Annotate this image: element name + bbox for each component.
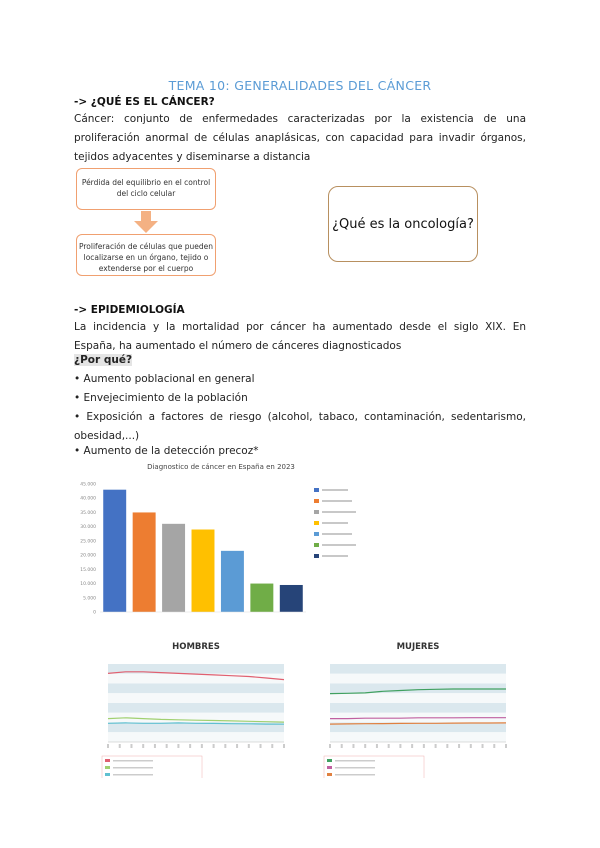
x-tick <box>142 744 144 748</box>
x-tick <box>154 744 156 748</box>
legend-label-placeholder <box>322 522 348 524</box>
grid-band <box>330 703 506 713</box>
legend-swatch <box>314 554 319 558</box>
bar <box>280 585 303 612</box>
legend-swatch <box>314 488 319 492</box>
bar-chart-ytick: 5.000 <box>83 596 96 602</box>
bullet-item: • Aumento poblacional en general <box>74 373 255 385</box>
legend-swatch <box>105 766 110 769</box>
x-tick <box>364 744 366 748</box>
x-tick <box>352 744 354 748</box>
x-tick <box>248 744 250 748</box>
x-tick <box>423 744 425 748</box>
epidemiology-intro: La incidencia y la mortalidad por cáncer ha aumentado desde el siglo XIX. En España, ha aumentado el número de cánceres diagnosticados <box>74 321 526 352</box>
grid-band <box>330 684 506 694</box>
bar-chart-ytick: 0 <box>93 610 96 616</box>
oncology-bubble <box>328 186 478 262</box>
x-tick <box>177 744 179 748</box>
legend-label-placeholder <box>322 533 352 535</box>
grid-band <box>108 674 284 684</box>
bar-chart-ytick: 45.000 <box>80 482 96 488</box>
bar-chart-title: Diagnostico de cáncer en España en 2023 <box>147 463 295 471</box>
flow-box-1 <box>76 168 216 210</box>
legend-swatch <box>314 499 319 503</box>
why-label <box>74 354 132 366</box>
grid-band <box>330 664 506 674</box>
oncology-question: ¿Qué es la oncología? <box>332 216 474 232</box>
x-tick <box>260 744 262 748</box>
section-heading-epidemiology: -> EPIDEMIOLOGÍA <box>74 304 185 316</box>
x-tick <box>166 744 168 748</box>
x-tick <box>107 744 109 748</box>
x-tick <box>446 744 448 748</box>
x-tick <box>376 744 378 748</box>
grid-band <box>108 684 284 694</box>
legend-swatch <box>314 532 319 536</box>
bar-chart-ytick: 35.000 <box>80 510 96 516</box>
x-tick <box>224 744 226 748</box>
x-tick <box>435 744 437 748</box>
bar <box>221 551 244 612</box>
why-text: ¿Por qué? <box>74 354 133 366</box>
bar <box>192 530 215 612</box>
bar-chart-ytick: 30.000 <box>80 525 96 531</box>
x-tick <box>458 744 460 748</box>
grid-band <box>108 693 284 703</box>
legend-label-placeholder <box>322 511 356 513</box>
legend-swatch <box>327 773 332 776</box>
x-tick <box>189 744 191 748</box>
legend-swatch <box>105 759 110 762</box>
bar-chart-ytick: 20.000 <box>80 553 96 559</box>
x-tick <box>493 744 495 748</box>
bar-chart-ytick: 10.000 <box>80 582 96 588</box>
legend-swatch <box>314 521 319 525</box>
x-tick <box>329 744 331 748</box>
legend-label-placeholder <box>335 774 375 776</box>
flow-arrow-icon <box>134 211 158 233</box>
flow-box-2-text: Proliferación de células que pueden localizarse en un órgano, tejido o extenderse por el cuerpo <box>78 242 213 273</box>
x-tick <box>213 744 215 748</box>
bar <box>162 524 185 612</box>
section-heading-cancer: -> ¿QUÉ ES EL CÁNCER? <box>74 96 215 108</box>
x-tick <box>505 744 507 748</box>
x-tick <box>470 744 472 748</box>
line-chart-women <box>310 638 510 778</box>
legend-label-placeholder <box>322 489 348 491</box>
bar <box>133 512 156 612</box>
x-tick <box>119 744 121 748</box>
bar <box>250 584 273 612</box>
legend-swatch <box>327 766 332 769</box>
bar-chart-ytick: 40.000 <box>80 496 96 502</box>
legend-swatch <box>314 510 319 514</box>
legend-label-placeholder <box>322 500 352 502</box>
cancer-definition: Cáncer: conjunto de enfermedades caracterizadas por la existencia de una proliferación anormal de células anaplásicas, con capacidad para invadir órganos, tejidos adyacentes y diseminarse a distancia <box>74 113 526 163</box>
grid-band <box>330 693 506 703</box>
line-chart-title: HOMBRES <box>172 642 220 652</box>
bar <box>103 490 126 612</box>
legend-label-placeholder <box>322 544 356 546</box>
legend-label-placeholder <box>113 774 153 776</box>
bullet-item: • Envejecimiento de la población <box>74 392 248 404</box>
legend-label-placeholder <box>335 767 375 769</box>
legend-label-placeholder <box>113 767 153 769</box>
legend-swatch <box>314 543 319 547</box>
page-title: TEMA 10: GENERALIDADES DEL CÁNCER <box>168 78 432 93</box>
grid-band <box>108 703 284 713</box>
bar-chart-legend <box>312 484 382 564</box>
grid-band <box>330 732 506 742</box>
flow-box-1-text: Pérdida del equilibrio en el control del ciclo celular <box>81 178 211 198</box>
x-tick <box>482 744 484 748</box>
line-chart-men <box>88 638 288 778</box>
x-tick <box>271 744 273 748</box>
grid-band <box>108 732 284 742</box>
x-tick <box>236 744 238 748</box>
bullet-item: • Aumento de la detección precoz* <box>74 445 259 457</box>
line-chart-title: MUJERES <box>396 642 440 652</box>
legend-label-placeholder <box>322 555 348 557</box>
x-tick <box>388 744 390 748</box>
legend-label-placeholder <box>113 760 153 762</box>
bar-chart-ytick: 15.000 <box>80 567 96 573</box>
x-tick <box>399 744 401 748</box>
x-tick <box>130 744 132 748</box>
x-tick <box>341 744 343 748</box>
legend-label-placeholder <box>335 760 375 762</box>
bar-chart-ytick: 25.000 <box>80 539 96 545</box>
flow-box-2 <box>76 234 216 276</box>
legend-swatch <box>105 773 110 776</box>
x-tick <box>283 744 285 748</box>
grid-band <box>330 674 506 684</box>
x-tick <box>201 744 203 748</box>
legend-swatch <box>327 759 332 762</box>
bullet-item: • Exposición a factores de riesgo (alcohol, tabaco, contaminación, sedentarismo, obesidad,...) <box>74 411 526 442</box>
x-tick <box>411 744 413 748</box>
